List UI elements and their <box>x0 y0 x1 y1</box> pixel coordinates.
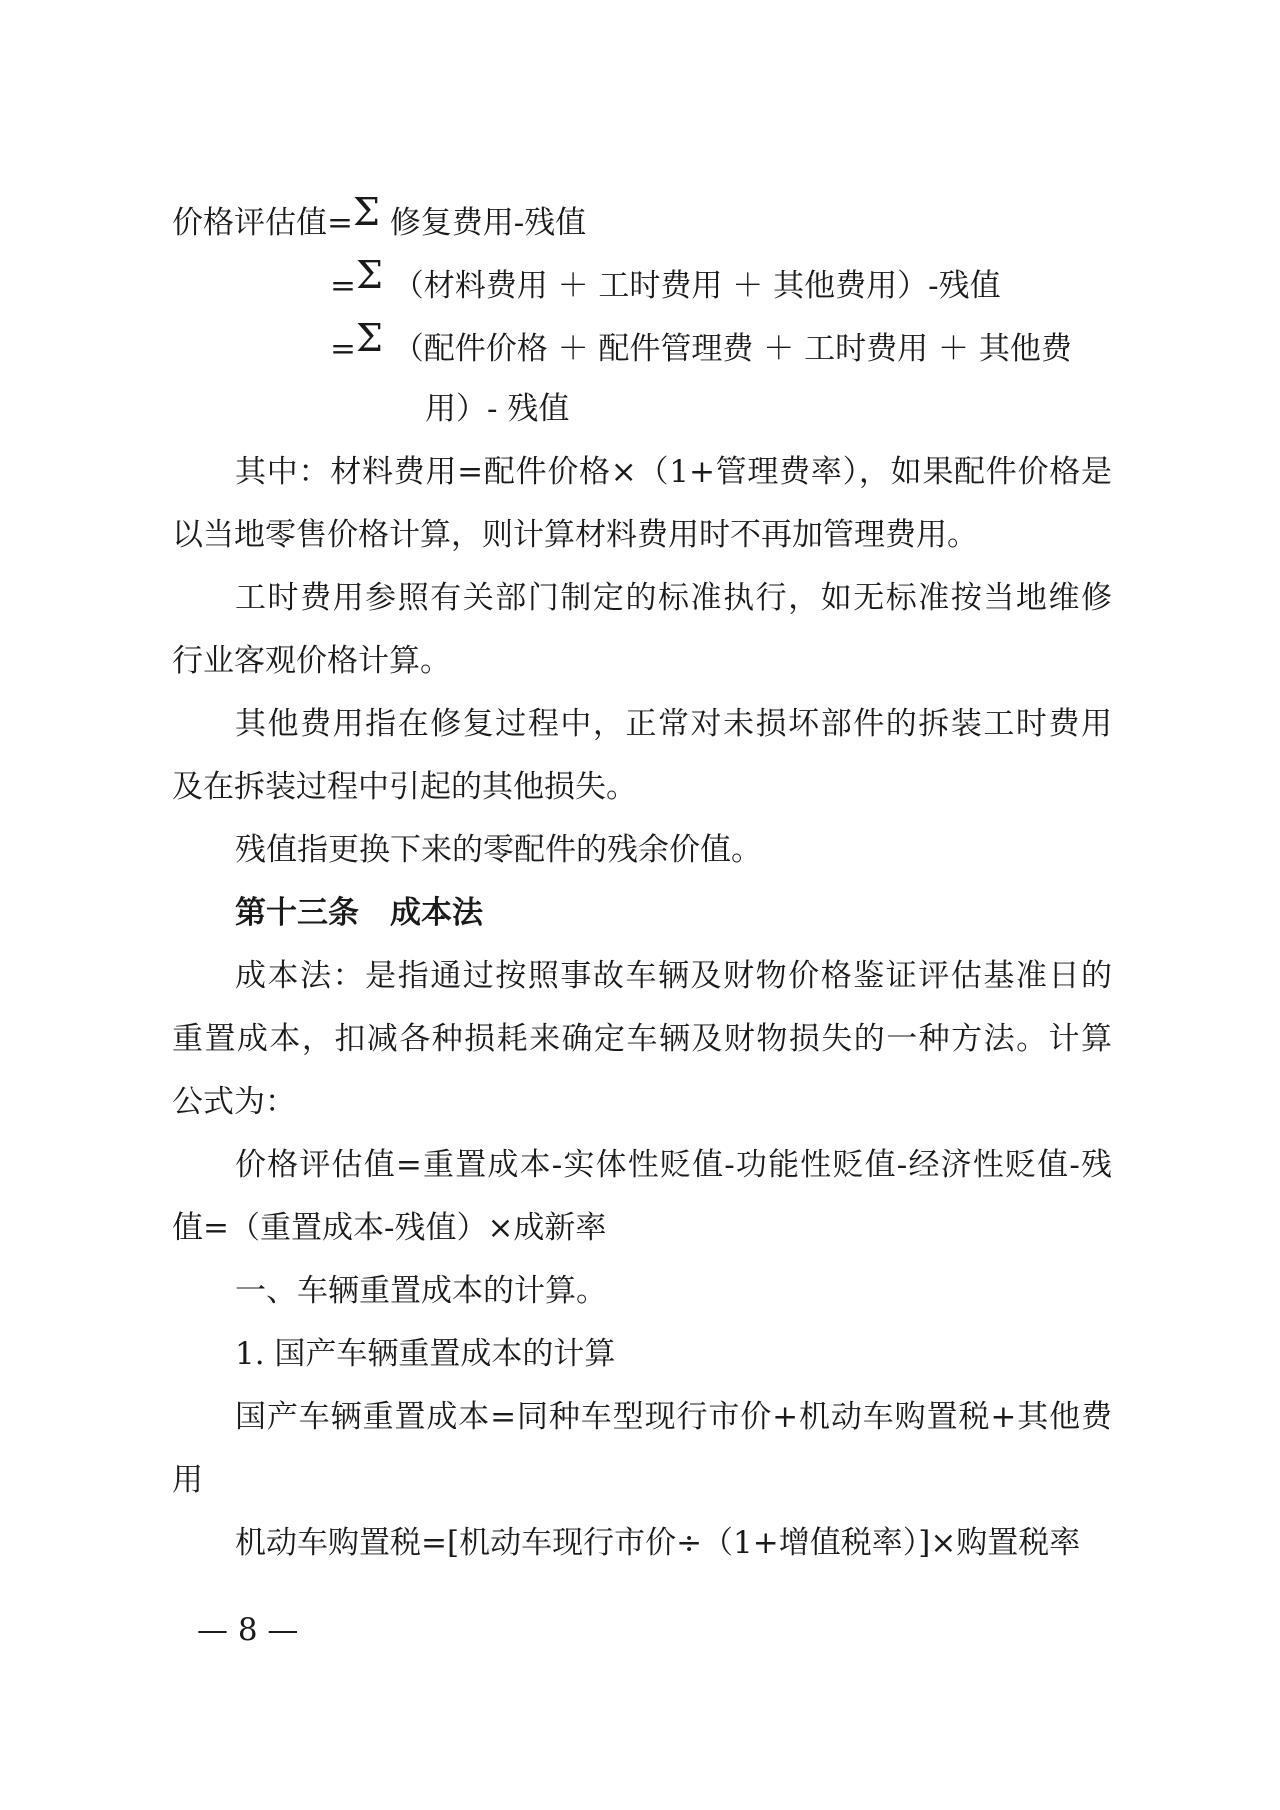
paragraph-residual: 残值指更换下来的零配件的残余价值。 <box>235 832 762 868</box>
item-heading-1: 1. 国产车辆重置成本的计算 <box>235 1336 616 1372</box>
formula-row-3 <box>330 316 1072 369</box>
paragraph-materials-line-1: 其中：材料费用=配件价格×（1+管理费率），如果配件价格是 <box>235 454 1112 490</box>
formula-row-2-body: （材料费用 ＋ 工时费用 ＋ 其他费用）-残值 <box>382 268 1001 304</box>
paragraph-cost-definition-line-1: 成本法：是指通过按照事故车辆及财物价格鉴证评估基准日的 <box>235 958 1112 994</box>
paragraph-domestic-line-2: 用 <box>172 1462 203 1498</box>
formula-row-1 <box>172 190 587 243</box>
sigma-symbol: Σ <box>355 253 383 297</box>
formula-row-1-prefix: 价格评估值= <box>172 205 353 241</box>
page-number: — 8 — <box>197 1612 299 1648</box>
paragraph-cost-definition-line-2: 重置成本，扣减各种损耗来确定车辆及财物损失的一种方法。计算 <box>172 1021 1112 1057</box>
paragraph-labor-line-2: 行业客观价格计算。 <box>172 643 451 679</box>
sigma-symbol: Σ <box>355 316 383 360</box>
paragraph-other-line-2: 及在拆装过程中引起的其他损失。 <box>172 769 637 805</box>
formula-row-1-body: 修复费用-残值 <box>379 205 587 241</box>
formula-row-4: 用）- 残值 <box>425 391 570 427</box>
paragraph-purchase-tax: 机动车购置税=[机动车现行市价÷（1+增值税率）]×购置税率 <box>235 1525 1081 1561</box>
formula-row-2-prefix: = <box>330 268 356 304</box>
paragraph-labor-line-1: 工时费用参照有关部门制定的标准执行，如无标准按当地维修 <box>235 580 1112 616</box>
paragraph-other-line-1: 其他费用指在修复过程中，正常对未损坏部件的拆装工时费用 <box>235 706 1112 742</box>
formula-row-2 <box>330 253 1001 306</box>
formula-row-3-prefix: = <box>330 331 356 367</box>
sigma-symbol: Σ <box>352 190 380 234</box>
paragraph-domestic-line-1: 国产车辆重置成本=同种车型现行市价+机动车购置税+其他费 <box>235 1399 1112 1435</box>
article-heading: 第十三条 成本法 <box>235 895 483 931</box>
paragraph-cost-definition-line-3: 公式为： <box>172 1084 296 1120</box>
section-heading-1: 一、车辆重置成本的计算。 <box>235 1273 607 1309</box>
paragraph-materials-line-2: 以当地零售价格计算，则计算材料费用时不再加管理费用。 <box>172 517 978 553</box>
formula-row-3-body: （配件价格 ＋ 配件管理费 ＋ 工时费用 ＋ 其他费 <box>382 331 1072 367</box>
paragraph-cost-formula-line-1: 价格评估值=重置成本-实体性贬值-功能性贬值-经济性贬值-残 <box>235 1147 1112 1183</box>
paragraph-cost-formula-line-2: 值=（重置成本-残值）×成新率 <box>172 1210 607 1246</box>
